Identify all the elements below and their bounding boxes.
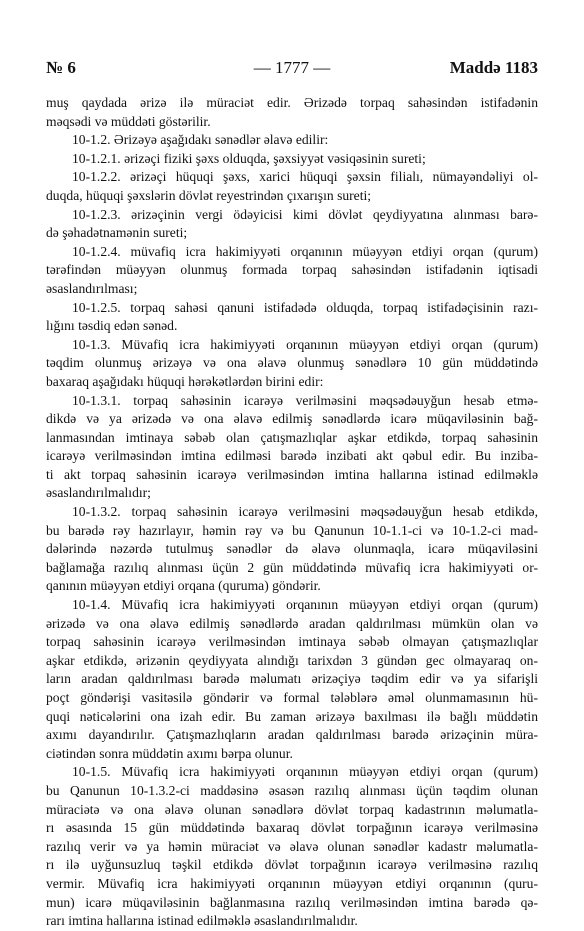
text-line: bu barədə rəy hazırlayır, həmin rəy və bu Qanunun 10-1.1-ci və 10-1.2-ci mad- [46,522,538,538]
document-body [46,94,538,931]
text-line: 10-1.3. Müvafiq icra hakimiyyəti orqanının müəyyən etdiyi orqan (qurum) [72,336,538,352]
text-line: poçt göndərişi vasitəsilə göndərir və formal tələblərə əməl olunmamasının hü- [46,690,538,705]
text-line: mun) icarə müqaviləsinin bağlanmasına razılıq verilməsindən imtina barədə qə- [46,894,538,910]
article-number: Maddə 1183 [449,58,538,77]
text-line: də şəhadətnamənin sureti; [46,225,188,241]
text-line: rarı imtina hallarına istinad edilməklə əsaslandırılmalıdır. [46,913,358,929]
text-line: bu Qanunun 10-1.3.2-ci maddəsinə əsasən razılıq alınması üçün təqdim olunan [46,782,538,798]
text-line: əsaslandırılmalıdır; [46,485,151,501]
text-line: razılıq verir və ya həmin müraciət və əlavə olunan sənədlər kadastr məlumatla- [46,838,538,854]
text-line: aşkar etdikdə, ərizənin qeydiyyata alındığı tarixdən 3 gündən gec olmayaraq on- [46,652,538,668]
text-line: 10-1.2.5. torpaq sahəsi qanuni istifadədə olduqda, torpaq istifadəçisinin razı- [72,299,538,315]
text-line: axımı dayandırılır. Çatışmazlıqların aradan qaldırılması barədə ərizəçinin müra- [46,727,538,743]
text-line: duqda, hüquqi şəxslərin dövlət reyestrindən çıxarışın sureti; [46,187,372,203]
text-line: müraciətə və ona əlavə olunan sənədlərə dövlət torpaq kadastrının məlumatla- [46,801,538,817]
text-line: torpaq sahəsinin icarəyə verilməsindən imtinaya səbəb olmayan çatışmazlıqlar [46,634,538,650]
text-line: 10-1.2.3. ərizəçinin vergi ödəyicisi kimi dövlət qeydiyyatına alınması barə- [72,206,538,222]
text-line: 10-1.3.1. torpaq sahəsinin icarəyə verilməsini məqsədəuyğun hesab etmə- [72,392,538,408]
text-line: lığını təsdiq edən sənəd. [46,318,178,334]
page-number: — 1777 — [253,58,331,77]
text-line: vermir. Müvafiq icra hakimiyyəti orqanının müəyyən etdiyi orqanının (quru- [46,875,538,891]
text-line: baxaraq aşağıdakı hüquqi hərəkətlərdən birini edir: [46,373,324,389]
text-line: 10-1.2.4. müvafiq icra hakimiyyəti orqanının müəyyən etdiyi orqan (qurum) [72,243,538,259]
text-line: rı ilə uyğunsuzluq təşkil etdikdə dövlət torpağının icarəyə verilməsinə razılıq [46,857,538,873]
text-line: 10-1.2.1. ərizəçi fiziki şəxs olduqda, şəxsiyyət vəsiqəsinin sureti; [72,150,426,166]
text-line: tərəfindən müəyyən olunmuş formada torpaq sahəsindən istifadənin iqtisadi [46,262,538,278]
text-line: 10-1.2.2. ərizəçi hüquqi şəxs, xarici hüquqi şəxsin filialı, nümayəndəliyi ol- [72,169,538,185]
issue-number: № 6 [46,58,76,77]
text-line: ların aradan qaldırılması barədə məlumatı ərizəçiyə təqdim edir və ya sifarişli [46,671,538,687]
text-line: 10-1.4. Müvafiq icra hakimiyyəti orqanının müəyyən etdiyi orqan (qurum) [72,597,538,613]
text-line: 10-1.5. Müvafiq icra hakimiyyəti orqanının müəyyən etdiyi orqan (qurum) [72,764,538,780]
text-line: bağlamağa razılıq alınması üçün 2 gün müddətində müvafiq icra hakimiyyəti or- [46,559,538,575]
text-line: təqdim olunmuş ərizəyə və ona əlavə olunmuş sənədlərə 10 gün müddətində [46,355,538,371]
text-line: ərizədə və ona əlavə edilmiş sənədlərdə aradan qaldırılması mümkün olan və [46,615,538,631]
text-line: qanının müəyyən etdiyi orqana (quruma) göndərir. [46,578,321,594]
text-line: 10-1.2. Ərizəyə aşağıdakı sənədlər əlavə edilir: [72,132,329,148]
text-line: muş qaydada ərizə ilə müraciət edir. Ərizədə torpaq sahəsindən istifadənin [46,95,538,110]
text-line: quqi nəticələrini ona izah edir. Bu zaman ərizəyə baxılması ilə bağlı müddətin [46,708,538,724]
text-line: lanmasından imtinaya səbəb olan çatışmazlıqlar aşkar etdikdə, torpaq sahəsinin [46,429,538,445]
text-line: icarəyə verilməsindən imtina edilməsi barədə inzibati akt qəbul edir. Bu inziba- [46,448,538,464]
text-line: ti akt torpaq sahəsinin icarəyə verilməsindən imtina hallarına istinad edilməklə [46,466,538,482]
text-line: dikdə və ya ərizədə və ona əlavə edilmiş sənədlərdə icarə müqaviləsinin bağ- [46,411,538,427]
text-line: əsaslandırılması; [46,280,138,296]
text-line: məqsədi və müddəti göstərilir. [46,113,211,129]
text-line: rı əsasında 15 gün müddətində baxaraq dövlət torpağının icarəyə verilməsinə [46,820,538,836]
text-line: ciətindən sonra müddətin axımı bərpa olunur. [46,745,293,761]
text-line: 10-1.3.2. torpaq sahəsinin icarəyə verilməsini məqsədəuyğun hesab etdikdə, [72,504,538,520]
page-header [46,58,538,80]
text-line: dələrində nəzərdə tutulmuş sənədlər də əlavə olunmaqla, icarə müqaviləsini [46,541,538,557]
